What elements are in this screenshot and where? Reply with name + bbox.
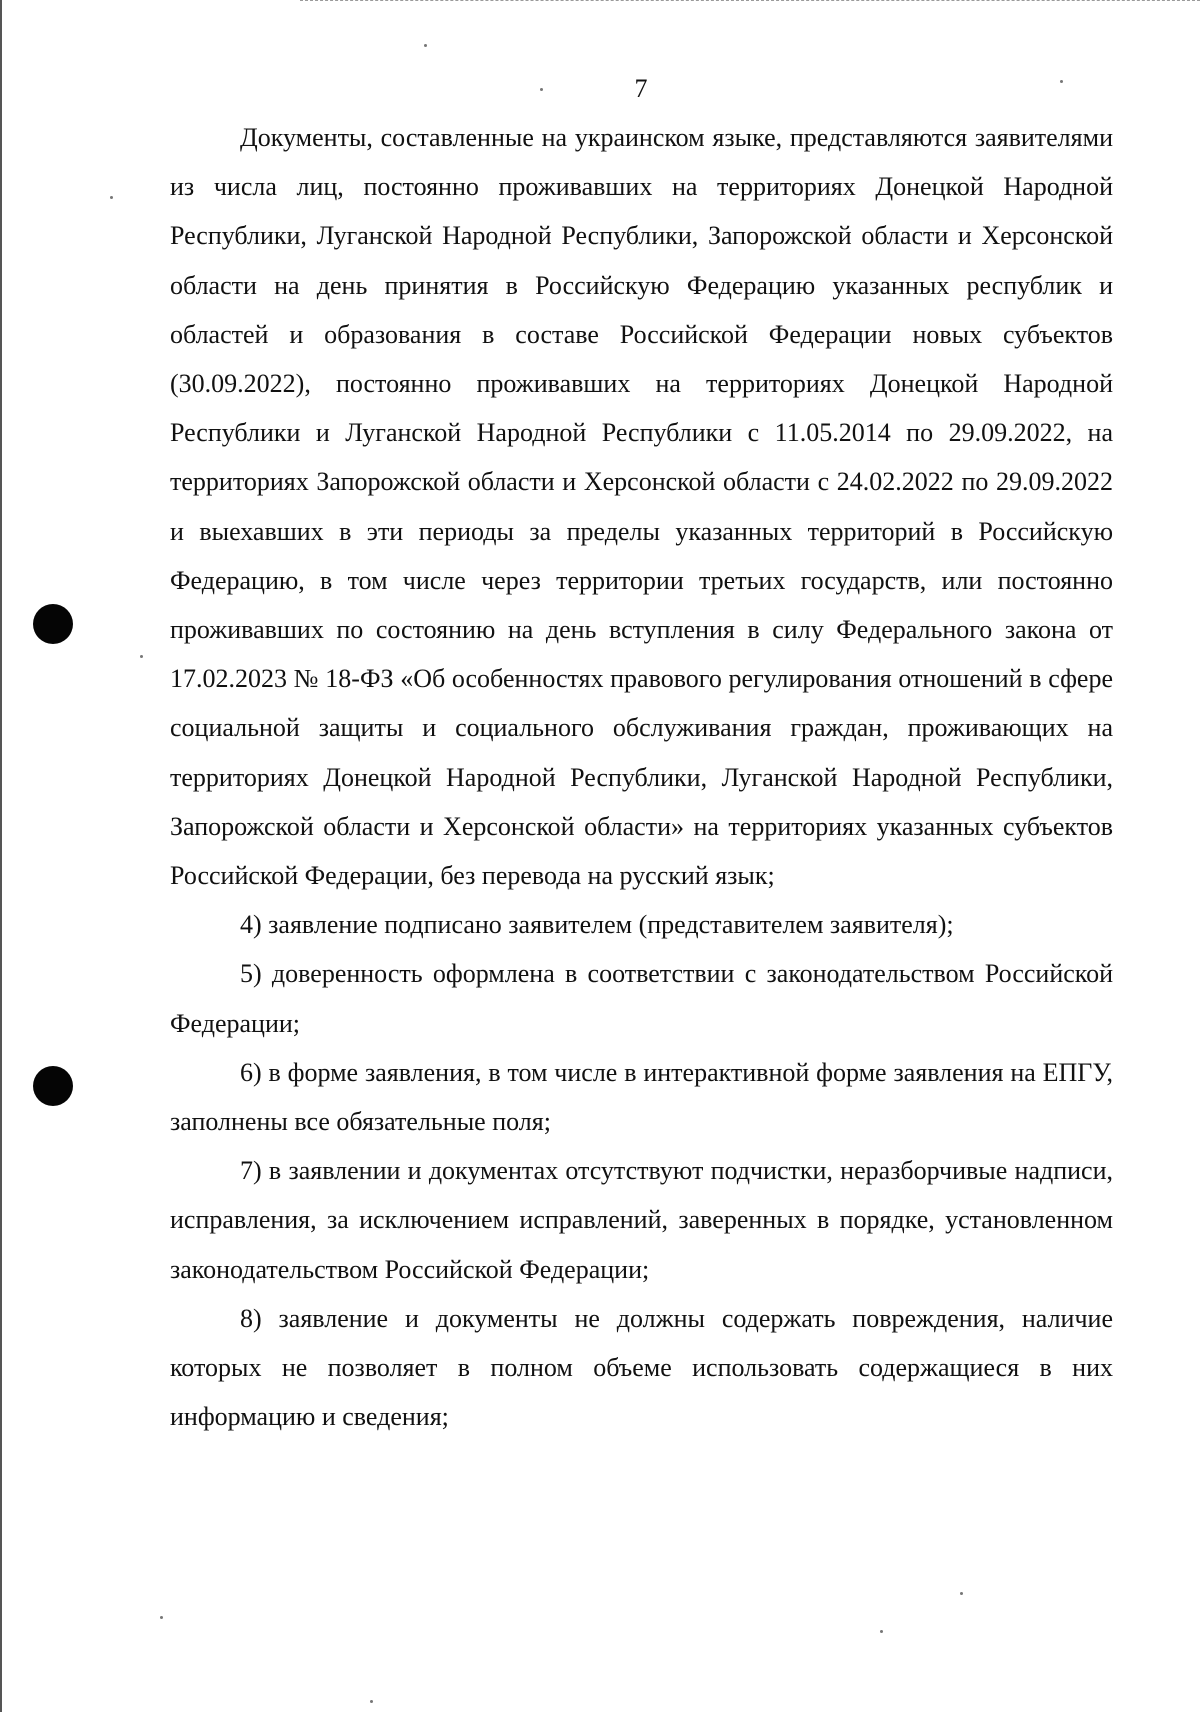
- paragraph-item-8: 8) заявление и документы не должны содержать повреждения, наличие которых не позволяет в полном объеме использовать содержащиеся в них информацию и сведения;: [170, 1303, 1113, 1432]
- scan-top-edge: [300, 0, 1200, 1]
- scan-left-edge: [0, 0, 2, 1712]
- scan-speck: [140, 655, 143, 658]
- scan-speck: [110, 196, 113, 199]
- paragraph-item-7: 7) в заявлении и документах отсутствуют подчистки, неразборчивые надписи, исправления, за исключением исправлений, заверенных в порядке, установленном законодательством Российской Федерации;: [170, 1156, 1113, 1284]
- binder-hole-lower: [33, 1066, 73, 1106]
- binder-hole-upper: [33, 604, 73, 644]
- scan-speck: [960, 1592, 963, 1595]
- paragraph-item-5: 5) доверенность оформлена в соответствии с законодательством Российской Федерации;: [170, 959, 1113, 1038]
- paragraph-ukrainian-documents: Документы, составленные на украинском языке, представляются заявителями из числа лиц, постоянно проживавших на территориях Донецкой Народной Республики, Луганской Народной Республики, Запорожской области и Херсонской области на день принятия в Российскую Федерацию указанных республик и областей и образования в составе Российской Федерации новых субъектов (30.09.2022), постоянно проживавших на территориях Донецкой Народной Республики и Луганской Народной Республики с 11.05.2014 по 29.09.2022, на территориях Запорожской области и Херсонской области с 24.02.2022 по 29.09.2022 и выехавших в эти периоды за пределы указанных территорий в Российскую Федерацию, в том числе через территории третьих государств, или постоянно проживавших по состоянию на день вступления в силу Федерального закона от 17.02.2023 № 18-ФЗ «Об особенностях правового регулирования отношений в сфере социальной защиты и социального обслуживания граждан, проживающих на территориях Донецкой Народной Республики, Луганской Народной Республики, Запорожской области и Херсонской области» на территориях указанных субъектов Российской Федерации, без перевода на русский язык;: [170, 123, 1113, 891]
- document-body: [170, 113, 1113, 1441]
- paragraph-item-6: 6) в форме заявления, в том числе в интерактивной форме заявления на ЕПГУ, заполнены все обязательные поля;: [170, 1057, 1113, 1137]
- scan-speck: [160, 1616, 163, 1619]
- scan-speck: [424, 44, 427, 47]
- paragraph-item-4: 4) заявление подписано заявителем (представителем заявителя);: [240, 910, 954, 940]
- page-number: 7: [634, 74, 648, 103]
- scan-speck: [370, 1700, 373, 1703]
- scan-speck: [880, 1630, 883, 1633]
